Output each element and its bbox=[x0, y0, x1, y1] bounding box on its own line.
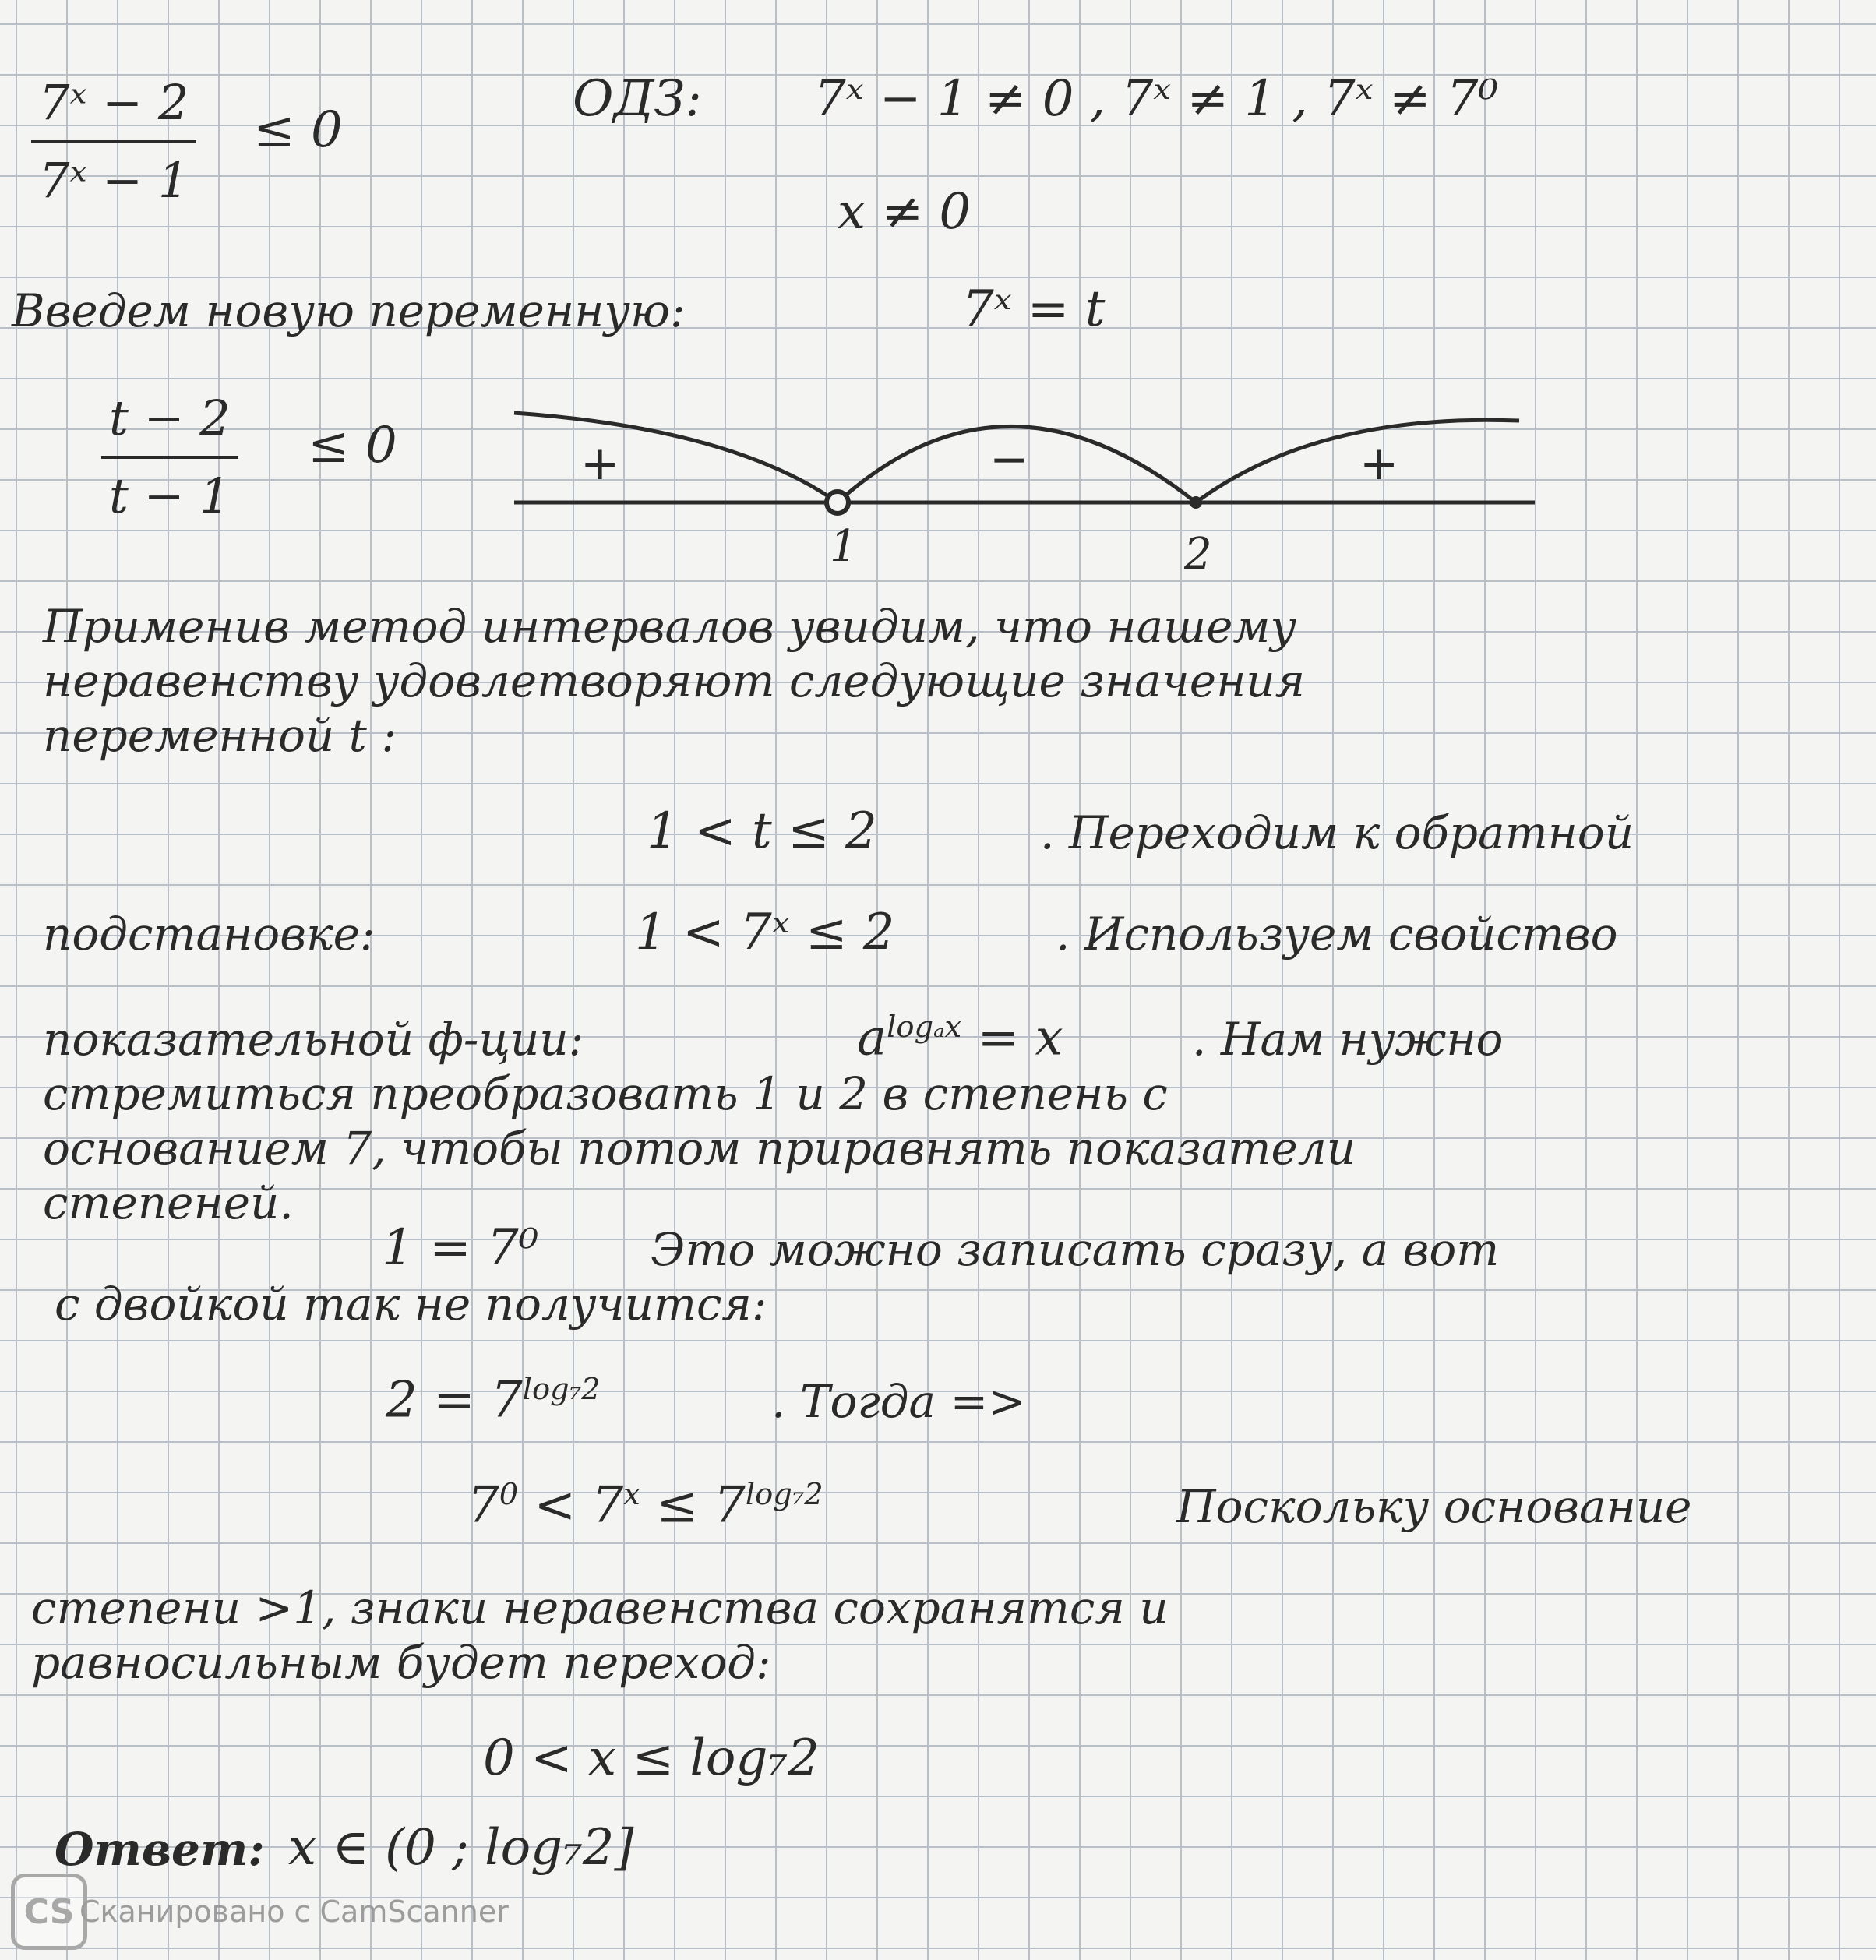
sign-arc-left bbox=[514, 413, 838, 502]
property-text: показательной ф-ции: bbox=[43, 1013, 584, 1066]
fraction-denominator: 7ˣ − 1 bbox=[39, 151, 189, 209]
text1-line2: неравенству удовлетворяют следующие значения bbox=[43, 654, 1306, 707]
t-range-expr: 1 < t ≤ 2 bbox=[647, 802, 877, 860]
property-text2: . Нам нужно bbox=[1192, 1013, 1504, 1066]
substitution-text: Введем новую переменную: bbox=[12, 284, 686, 337]
t-inequality-relation: ≤ 0 bbox=[308, 417, 397, 474]
back-sub-text2: . Используем свойство bbox=[1056, 908, 1618, 961]
point-label-2: 2 bbox=[1184, 529, 1212, 580]
two-eq-expr: $2 = 7^{log_72}$ bbox=[386, 1371, 601, 1429]
power-ineq-exponent: log₇2 bbox=[745, 1477, 823, 1512]
open-point-1 bbox=[827, 492, 848, 513]
text2-line3: степеней. bbox=[43, 1176, 294, 1229]
t-fraction-denominator: t − 1 bbox=[109, 467, 231, 524]
power-ineq-expr: $7^0 < 7^x \le 7^{log_72}$ bbox=[467, 1476, 823, 1535]
point-label-1: 1 bbox=[830, 521, 858, 572]
power-ineq-text: Поскольку основание bbox=[1176, 1480, 1692, 1533]
answer-expr: x ∈ (0 ; log₇2] bbox=[288, 1819, 634, 1877]
one-eq-text: Это можно записать сразу, а вот bbox=[651, 1223, 1500, 1276]
back-sub-text: подстановке: bbox=[43, 908, 376, 961]
text1-line1: Применив метод интервалов увидим, что нашему bbox=[43, 600, 1297, 653]
answer-label: Ответ: bbox=[55, 1823, 265, 1876]
t-inequality-fraction bbox=[101, 386, 238, 528]
two-eq-exponent: log₇2 bbox=[522, 1372, 601, 1407]
text3: с двойкой так не получится: bbox=[55, 1278, 767, 1331]
closed-point-2 bbox=[1190, 496, 1202, 509]
text2-line2: основанием 7, чтобы потом приравнять показатели bbox=[43, 1122, 1356, 1175]
interval-method-number-line bbox=[499, 397, 1543, 584]
odz-label: ОДЗ: bbox=[573, 70, 702, 128]
two-eq-text: . Тогда => bbox=[771, 1375, 1026, 1428]
sign-arc-right bbox=[1196, 420, 1519, 502]
sign-left: + bbox=[580, 436, 620, 491]
property-expr: $a^{log_ax} = x$ bbox=[857, 1009, 1063, 1067]
fraction-numerator: 7ˣ − 2 bbox=[31, 70, 196, 143]
odz-conditions: 7ˣ − 1 ≠ 0 , 7ˣ ≠ 1 , 7ˣ ≠ 7⁰ bbox=[814, 70, 1499, 128]
text4-line1: степени >1, знаки неравенства сохранятся и bbox=[31, 1581, 1169, 1634]
t-range-text: . Переходим к обратной bbox=[1040, 806, 1634, 859]
text1-line3: переменной t : bbox=[43, 709, 397, 762]
inequality-relation: ≤ 0 bbox=[253, 101, 343, 159]
sign-middle: − bbox=[989, 432, 1029, 487]
odz-result: x ≠ 0 bbox=[838, 183, 972, 241]
original-inequality-fraction bbox=[31, 70, 196, 213]
sign-right: + bbox=[1359, 436, 1399, 491]
property-exponent: logₐx bbox=[887, 1010, 962, 1045]
substitution-expr: 7ˣ = t bbox=[962, 280, 1106, 338]
x-range-expr: 0 < x ≤ log₇2 bbox=[483, 1729, 820, 1787]
watermark-text: Сканировано с CamScanner bbox=[79, 1895, 509, 1929]
back-sub-expr: 1 < 7ˣ ≤ 2 bbox=[635, 904, 895, 961]
camscanner-watermark bbox=[11, 1874, 509, 1950]
text4-line2: равносильным будет переход: bbox=[31, 1636, 771, 1689]
t-fraction-numerator: t − 2 bbox=[101, 386, 238, 459]
one-eq-expr: 1 = 7⁰ bbox=[382, 1219, 539, 1277]
text2-line1: стремиться преобразовать 1 и 2 в степень с bbox=[43, 1067, 1168, 1120]
camscanner-logo-icon: CS bbox=[11, 1874, 87, 1950]
